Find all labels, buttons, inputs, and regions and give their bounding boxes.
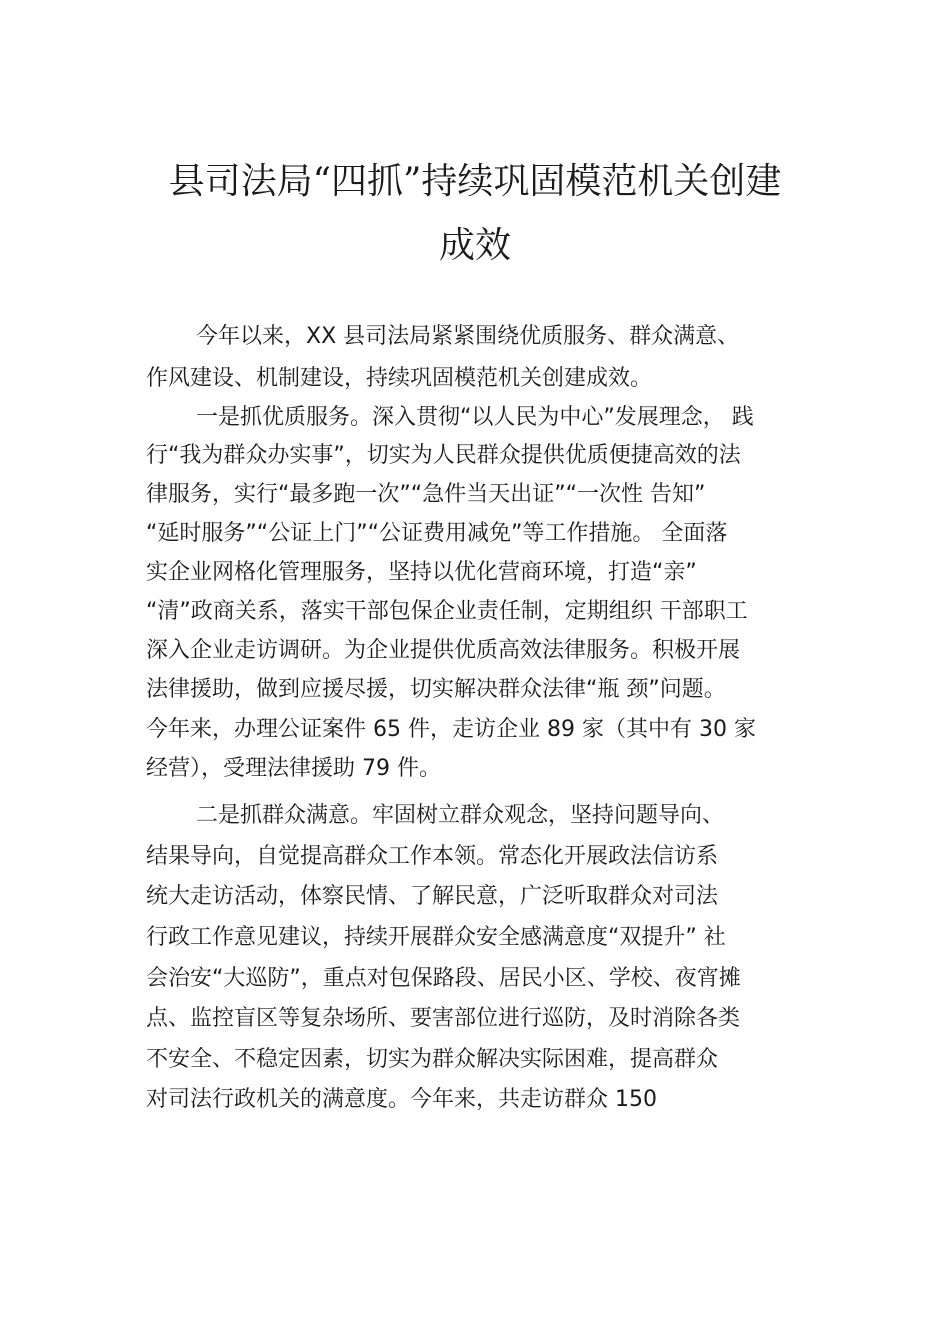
paragraph-line: “清”政商关系，落实干部包保企业责任制，定期组织 干部职工	[146, 599, 748, 624]
paragraph-line: 不安全、不稳定因素，切实为群众解决实际困难，提高群众	[146, 1047, 719, 1072]
paragraph-line: 统大走访活动，体察民情、了解民意，广泛听取群众对司法	[146, 884, 719, 909]
paragraph-line: 今年来，办理公证案件 65 件，走访企业 89 家（其中有 30 家	[146, 717, 756, 742]
title-line-2: 成效	[438, 225, 511, 266]
title-line-1: 县司法局“四抓”持续巩固模范机关创建	[168, 161, 782, 202]
paragraph-line: 律服务，实行“最多跑一次”“急件当天出证”“一次性 告知”	[146, 482, 706, 507]
paragraph-line: “延时服务”“公证上门”“公证费用减免”等工作措施。 全面落	[146, 521, 728, 546]
paragraph-line: 对司法行政机关的满意度。今年来，共走访群众 150	[146, 1087, 657, 1112]
paragraph-line: 法律援助，做到应援尽援，切实解决群众法律“瓶 颈”问题。	[146, 677, 726, 702]
paragraph-line: 结果导向，自觉提高群众工作本领。常态化开展政法信访系	[146, 844, 719, 869]
paragraph-line: 一是抓优质服务。深入贯彻“以人民为中心”发展理念， 践	[196, 405, 754, 430]
paragraph-line: 作风建设、机制建设，持续巩固模范机关创建成效。	[146, 366, 653, 391]
paragraph-line: 二是抓群众满意。牢固树立群众观念，坚持问题导向、	[196, 803, 725, 828]
paragraph-line: 行“我为群众办实事”，切实为人民群众提供优质便捷高效的法	[146, 443, 741, 468]
paragraph-line: 深入企业走访调研。为企业提供优质高效法律服务。积极开展	[146, 638, 741, 663]
paragraph-line: 今年以来，XX 县司法局紧紧围绕优质服务、群众满意、	[196, 324, 740, 349]
paragraph-line: 经营），受理法律援助 79 件。	[146, 756, 441, 781]
paragraph-line: 行政工作意见建议，持续开展群众安全感满意度“双提升” 社	[146, 925, 726, 950]
paragraph-line: 实企业网格化管理服务，坚持以优化营商环境，打造“亲”	[146, 560, 697, 585]
paragraph-line: 会治安“大巡防”，重点对包保路段、居民小区、学校、夜宵摊	[146, 966, 741, 991]
paragraph-line: 点、监控盲区等复杂场所、要害部位进行巡防，及时消除各类	[146, 1006, 741, 1031]
